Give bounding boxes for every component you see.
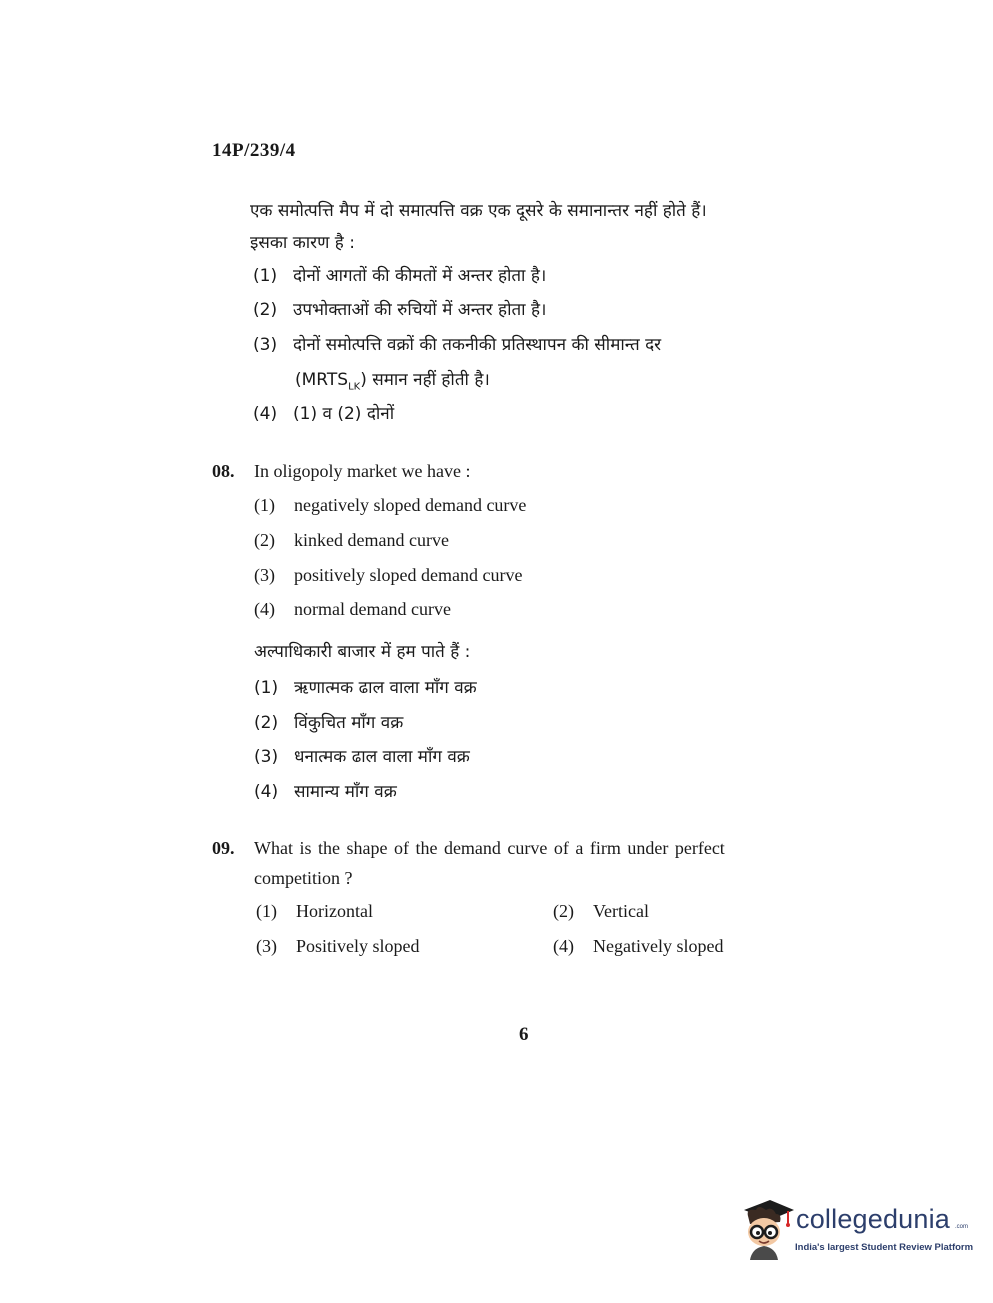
paper-code: 14P/239/4 <box>212 140 296 161</box>
option-text: negatively sloped demand curve <box>294 495 527 515</box>
q08-hindi-option-1 <box>254 680 477 697</box>
q07-stem-line1: एक समोत्पत्ति मैप में दो समात्पत्ति वक्र एक दूसरे के समानान्तर नहीं होते हैं। <box>250 201 707 221</box>
q07-option-3 <box>253 337 661 354</box>
option-text: (1) व (2) दोनों <box>293 404 395 424</box>
option-number: (1) <box>254 495 275 515</box>
question-number: 09. <box>212 838 235 858</box>
brand-name: collegedunia <box>796 1204 951 1234</box>
option-text: दोनों आगतों की कीमतों में अन्तर होता है। <box>293 266 547 286</box>
question-text: In oligopoly market we have : <box>254 461 471 481</box>
option-text: ऋणात्मक ढाल वाला माँग वक्र <box>294 678 477 698</box>
option-number: (2) <box>254 713 279 733</box>
option-number: (1) <box>254 678 279 698</box>
q08-hindi-option-2 <box>254 715 403 732</box>
q08-question <box>212 462 470 480</box>
q08-option-4 <box>254 600 451 618</box>
option-text: Positively sloped <box>296 936 420 956</box>
mrts-label: (MRTS <box>295 370 349 390</box>
q08-hindi-option-4 <box>254 784 397 801</box>
option-text: विंकुचित माँग वक्र <box>294 713 404 733</box>
option-number: (2) <box>553 901 574 921</box>
q09-option-4 <box>553 937 723 955</box>
option-number: (3) <box>254 747 279 767</box>
option-number: (4) <box>553 936 574 956</box>
option-text: positively sloped demand curve <box>294 565 523 585</box>
q07-stem-line2: इसका कारण है : <box>250 233 355 253</box>
q07-option-3-continued <box>295 372 490 392</box>
option-text: Horizontal <box>296 901 373 921</box>
mrts-subscript: LK <box>348 381 361 393</box>
q09-option-2 <box>553 902 649 920</box>
option-number: (4) <box>254 782 279 802</box>
option-number: (2) <box>253 300 278 320</box>
q08-option-1 <box>254 496 526 514</box>
q08-option-2 <box>254 531 449 549</box>
page-number: 6 <box>519 1024 529 1045</box>
option-number: (4) <box>254 599 275 619</box>
q08-hindi-question: अल्पाधिकारी बाजार में हम पाते हैं : <box>254 642 471 662</box>
option-text: Negatively sloped <box>593 936 724 956</box>
brand-tagline: India's largest Student Review Platform <box>795 1242 974 1253</box>
q09-question-line2: competition ? <box>254 868 353 888</box>
option-text: धनात्मक ढाल वाला माँग वक्र <box>294 747 470 767</box>
option-text: सामान्य माँग वक्र <box>294 782 397 802</box>
option-text: उपभोक्ताओं की रुचियों में अन्तर होता है। <box>293 300 547 320</box>
mrts-rest: ) समान नहीं होती है। <box>360 370 490 390</box>
question-number: 08. <box>212 461 235 481</box>
option-number: (1) <box>256 901 277 921</box>
brand-suffix: .com <box>955 1224 969 1230</box>
option-text: दोनों समोत्पत्ति वक्रों की तकनीकी प्रतिस्थापन की सीमान्त दर <box>293 335 662 355</box>
q07-option-2 <box>253 302 546 319</box>
q07-option-1 <box>253 268 546 285</box>
q09-option-3 <box>256 937 420 955</box>
option-number: (2) <box>254 530 275 550</box>
option-text: kinked demand curve <box>294 530 449 550</box>
option-number: (3) <box>253 335 278 355</box>
q09-question-line1 <box>212 839 725 857</box>
q09-option-1 <box>256 902 373 920</box>
option-number: (3) <box>256 936 277 956</box>
mascot-icon <box>738 1196 796 1260</box>
option-number: (3) <box>254 565 275 585</box>
q07-option-4 <box>253 406 394 423</box>
option-text: Vertical <box>593 901 649 921</box>
option-text: normal demand curve <box>294 599 451 619</box>
option-number: (4) <box>253 404 278 424</box>
question-text: What is the shape of the demand curve of a firm under perfect <box>254 838 725 858</box>
q08-option-3 <box>254 566 522 584</box>
q08-hindi-option-3 <box>254 749 470 766</box>
option-number: (1) <box>253 266 278 286</box>
